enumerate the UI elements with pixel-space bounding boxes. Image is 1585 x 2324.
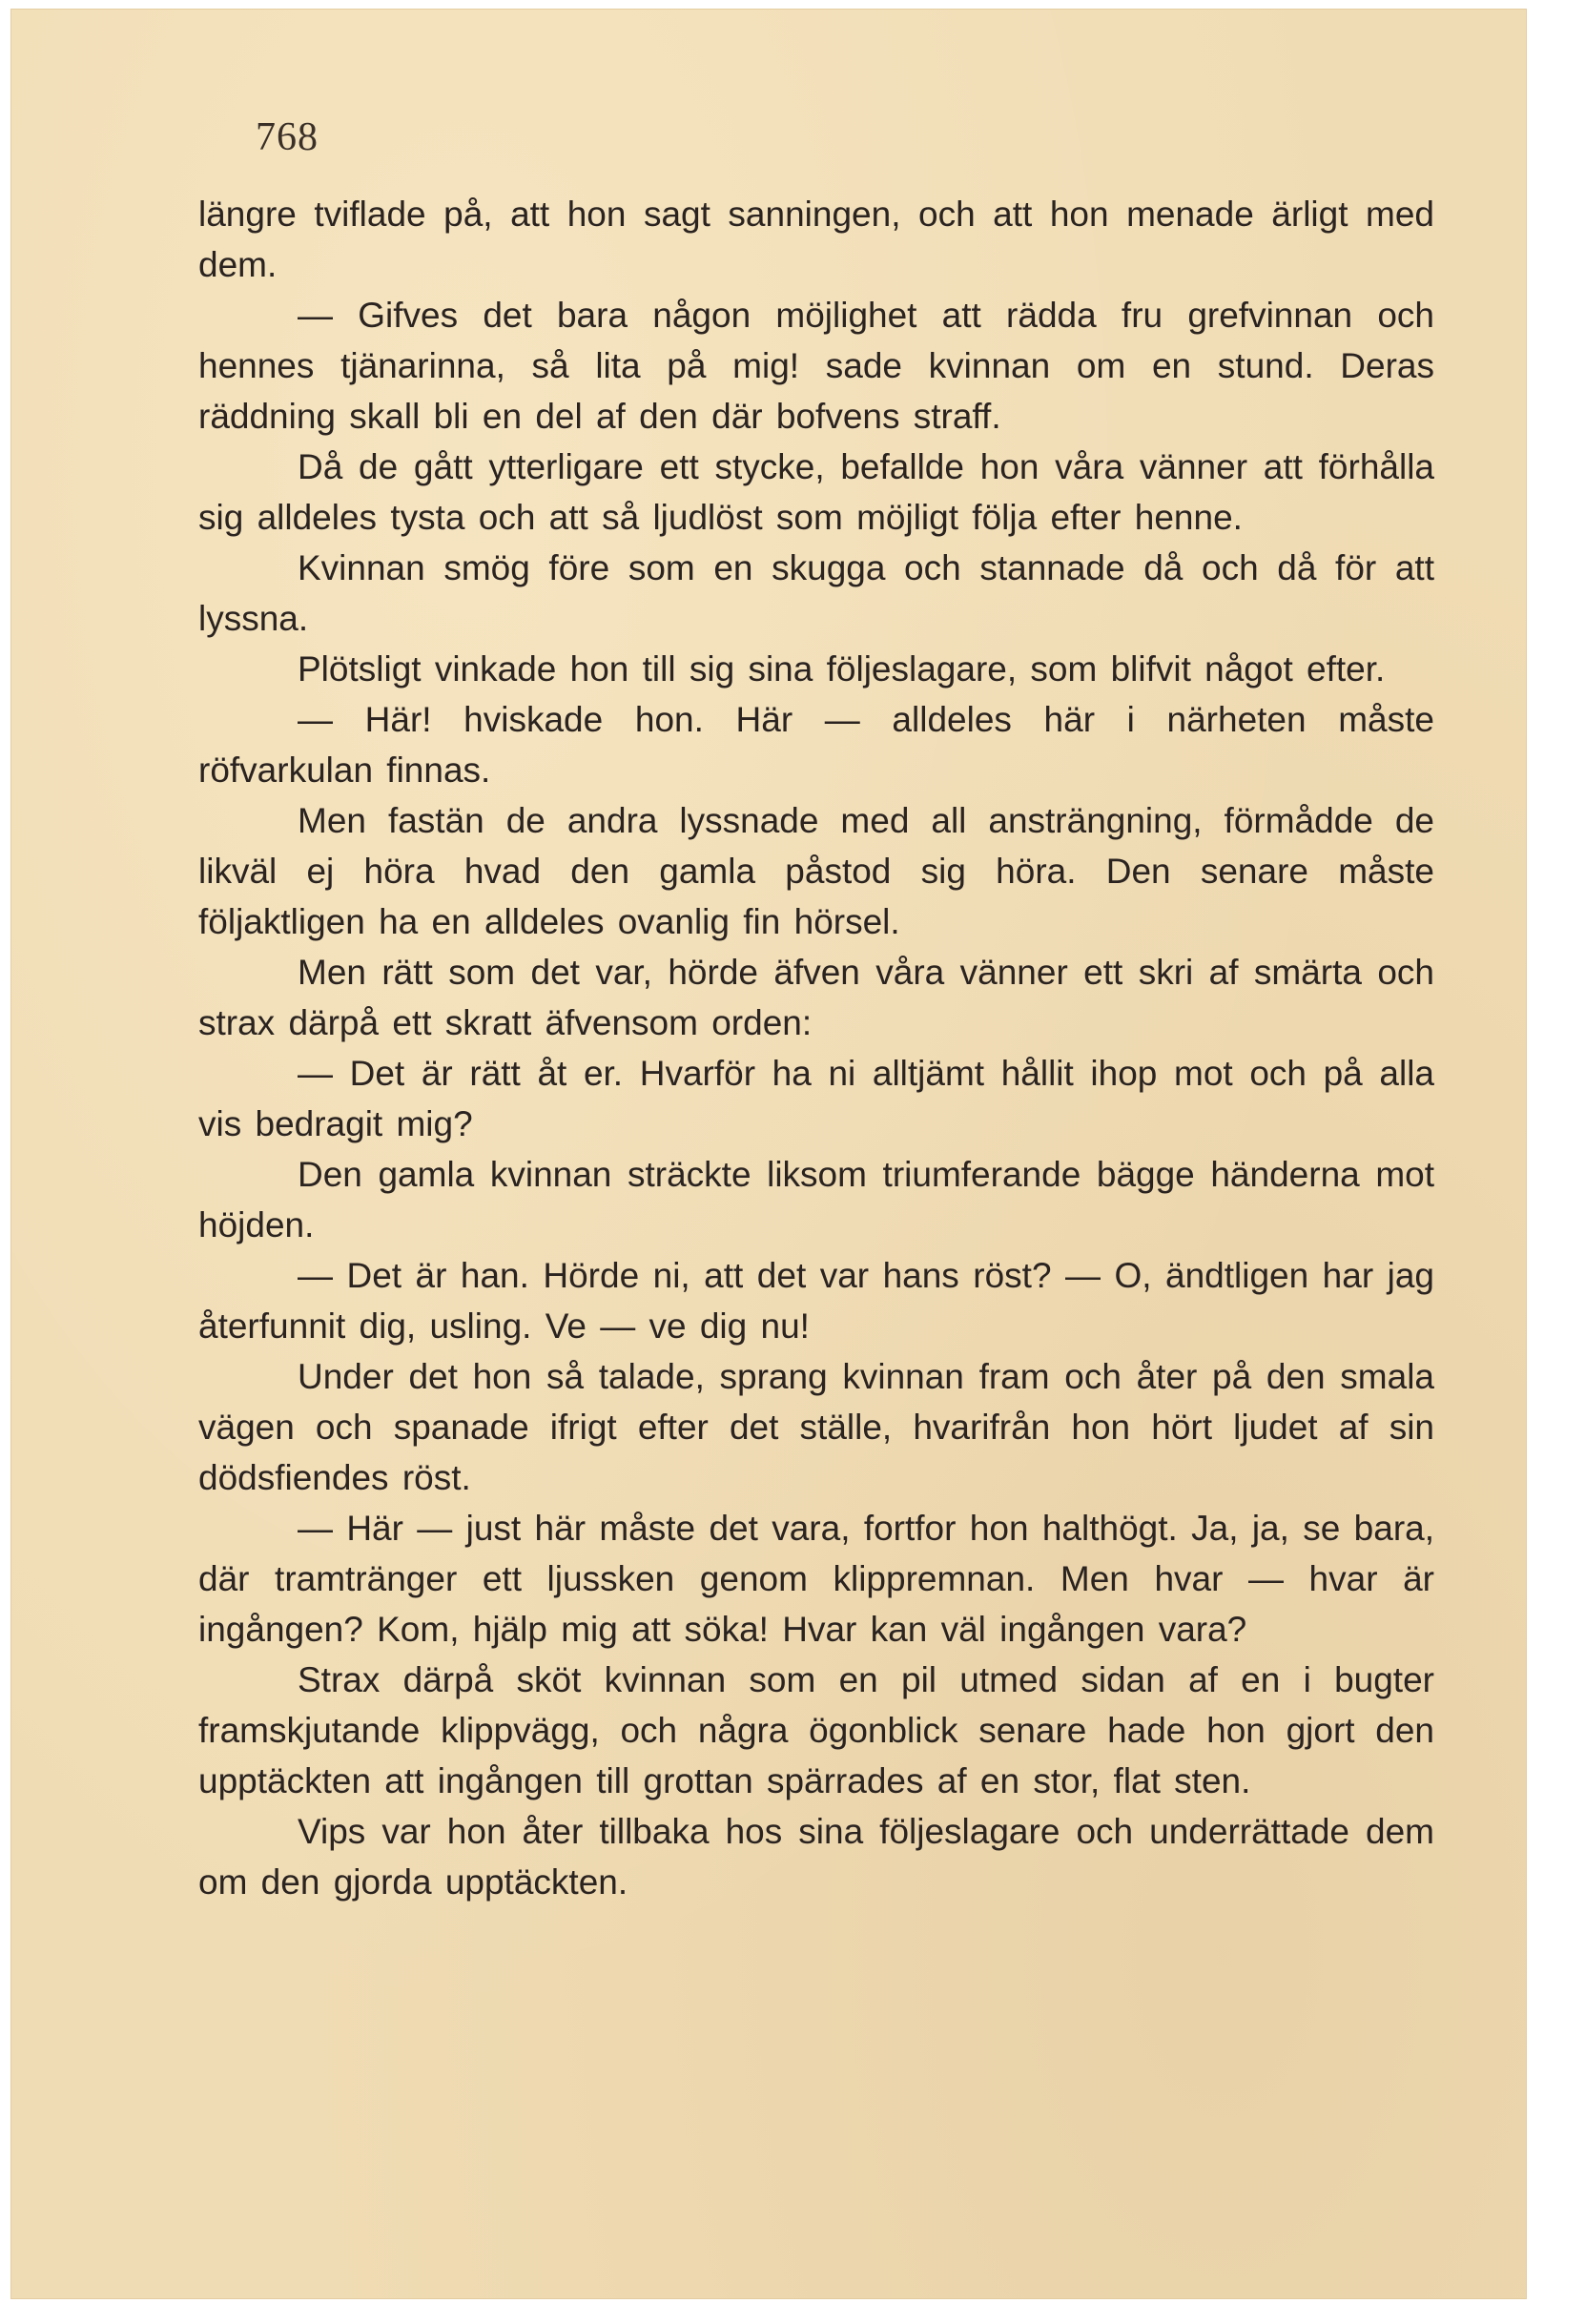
- paragraph: Under det hon så talade, sprang kvinnan fram och åter på den smala vägen och spanade ifrigt efter det ställe, hvarifrån hon hört ljudet af sin dödsfiendes röst.: [198, 1357, 1434, 1497]
- paragraph: Vips var hon åter tillbaka hos sina följeslagare och underrättade dem om den gjorda upptäckten.: [198, 1812, 1434, 1902]
- page-number: 768: [256, 115, 319, 159]
- paragraph: Den gamla kvinnan sträckte liksom triumferande bägge händerna mot höjden.: [198, 1155, 1434, 1244]
- paragraph: Plötsligt vinkade hon till sig sina följeslagare, som blifvit något efter.: [298, 649, 1386, 689]
- paragraph: Strax därpå sköt kvinnan som en pil utmed sidan af en i bugter framskjutande klippvägg, och några ögonblick senare hade hon gjort den upptäckten att ingången till grottan spärrades af en stor, flat sten.: [198, 1660, 1434, 1800]
- paragraph: Men fastän de andra lyssnade med all ansträngning, förmådde de likväl ej höra hvad den gamla påstod sig höra. Den senare måste följaktligen ha en alldeles ovanlig fin hörsel.: [198, 801, 1434, 941]
- paragraph: Men rätt som det var, hörde äfven våra vänner ett skri af smärta och strax därpå ett skratt äfvensom orden:: [198, 953, 1434, 1042]
- paragraph: Då de gått ytterligare ett stycke, befallde hon våra vänner att förhålla sig alldeles tysta och att så ljudlöst som möjligt följa efter henne.: [198, 447, 1434, 537]
- page-text: [198, 189, 1434, 1907]
- paragraph: — Här — just här måste det vara, fortfor hon halthögt. Ja, ja, se bara, där tramtränger ett ljussken genom klippremnan. Men hvar — hvar är ingången? Kom, hjälp mig att söka! Hvar kan väl ingången vara?: [198, 1509, 1434, 1649]
- paragraph: längre tviflade på, att hon sagt sanningen, och att hon menade ärligt med dem.: [198, 195, 1434, 284]
- book-page: [11, 10, 1526, 2298]
- paragraph: Kvinnan smög före som en skugga och stannade då och då för att lyssna.: [198, 548, 1434, 638]
- paragraph: — Gifves det bara någon möjlighet att rädda fru grefvinnan och hennes tjänarinna, så lita på mig! sade kvinnan om en stund. Deras räddning skall bli en del af den där bofvens straff.: [198, 296, 1434, 436]
- paragraph: — Här! hviskade hon. Här — alldeles här i närheten måste röfvarkulan finnas.: [198, 700, 1434, 790]
- paragraph: — Det är rätt åt er. Hvarför ha ni alltjämt hållit ihop mot och på alla vis bedragit mig?: [198, 1054, 1434, 1143]
- paragraph: — Det är han. Hörde ni, att det var hans röst? — O, ändtligen har jag återfunnit dig, usling. Ve — ve dig nu!: [198, 1256, 1434, 1346]
